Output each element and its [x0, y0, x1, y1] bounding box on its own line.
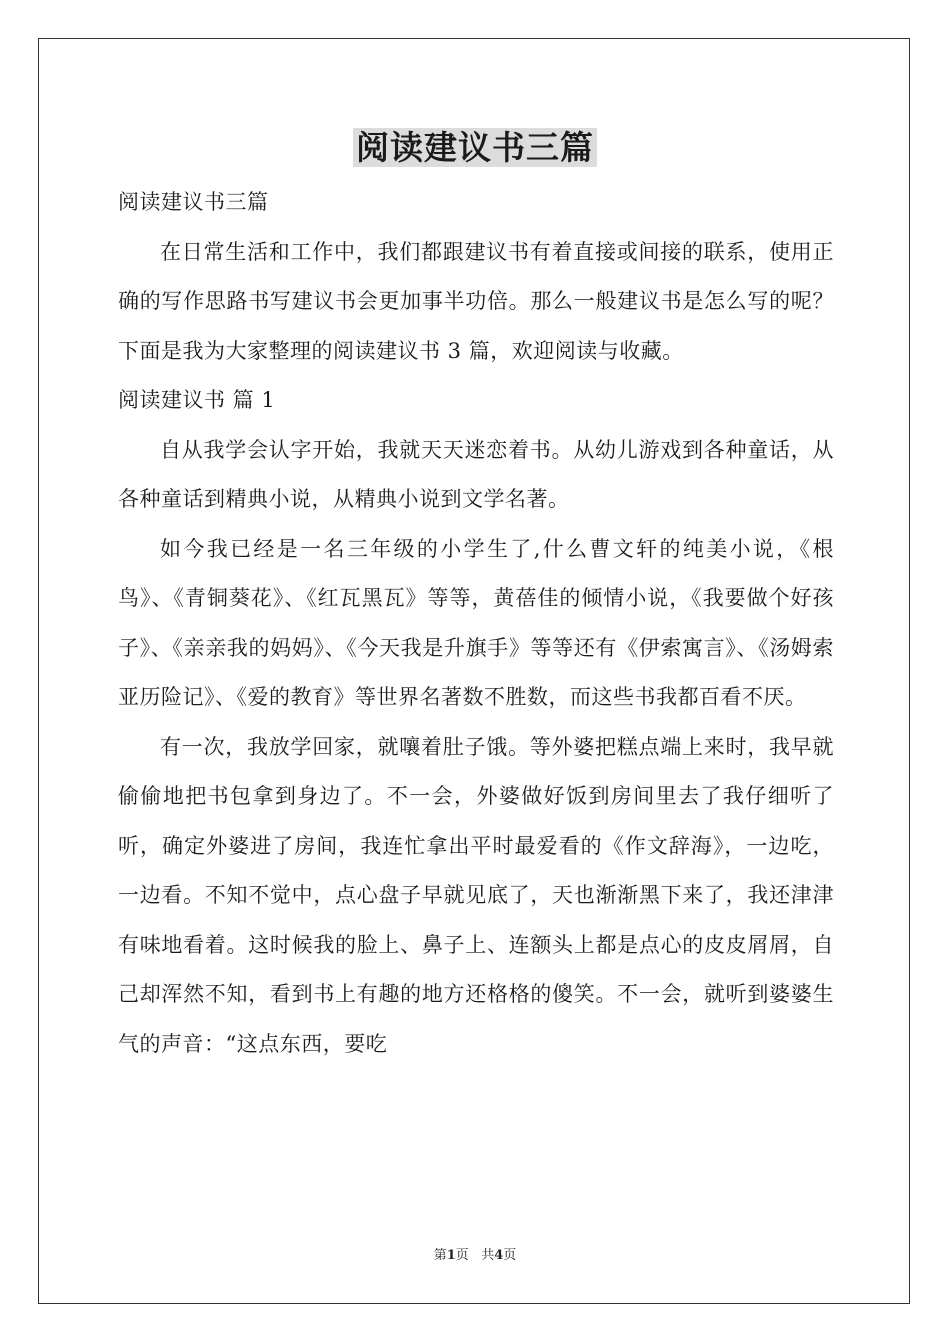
footer-total-pages: 4	[494, 1248, 504, 1263]
document-title	[0, 128, 950, 168]
footer-total-prefix: 共	[481, 1248, 495, 1263]
body-paragraph: 自从我学会认字开始，我就天天迷恋着书。从幼儿游戏到各种童话，从各种童话到精典小说，从精典小说到文学名著。	[118, 437, 834, 511]
document-title-text: 阅读建议书三篇	[353, 128, 597, 167]
body-paragraph: 有一次，我放学回家，就嚷着肚子饿。等外婆把糕点端上来时，我早就偷偷地把书包拿到身边了。不一会，外婆做好饭到房间里去了我仔细听了听，确定外婆进了房间，我连忙拿出平时最爱看的《作文辞海》，一边吃，一边看。不知不觉中，点心盘子早就见底了，天也渐渐黑下来了，我还津津有味地看着。这时候我的脸上、鼻子上、连额头上都是点心的皮皮屑屑，自己却浑然不知，看到书上有趣的地方还格格的傻笑。不一会，就听到婆婆生气的声音：“这点东西，要吃	[118, 734, 834, 1056]
footer-total-suffix: 页	[503, 1248, 517, 1263]
section-heading: 阅读建议书 篇 1	[118, 388, 276, 412]
footer-page-suffix: 页	[455, 1248, 469, 1263]
document-body	[118, 178, 834, 1069]
footer-page-number: 1	[446, 1248, 456, 1263]
page-footer	[0, 1244, 950, 1263]
body-paragraph: 如今我已经是一名三年级的小学生了,什么曹文轩的纯美小说，《根鸟》、《青铜葵花》、《红瓦黑瓦》等等，黄蓓佳的倾情小说，《我要做个好孩子》、《亲亲我的妈妈》、《今天我是升旗手》等等还有《伊索寓言》、《汤姆索亚历险记》、《爱的教育》等世界名著数不胜数，而这些书我都百看不厌。	[118, 536, 834, 709]
subtitle-line: 阅读建议书三篇	[118, 190, 269, 214]
intro-paragraph: 在日常生活和工作中，我们都跟建议书有着直接或间接的联系，使用正确的写作思路书写建议书会更加事半功倍。那么一般建议书是怎么写的呢？下面是我为大家整理的阅读建议书 3 篇，欢迎阅读与收藏。	[118, 239, 834, 363]
footer-page-prefix: 第	[433, 1248, 447, 1263]
